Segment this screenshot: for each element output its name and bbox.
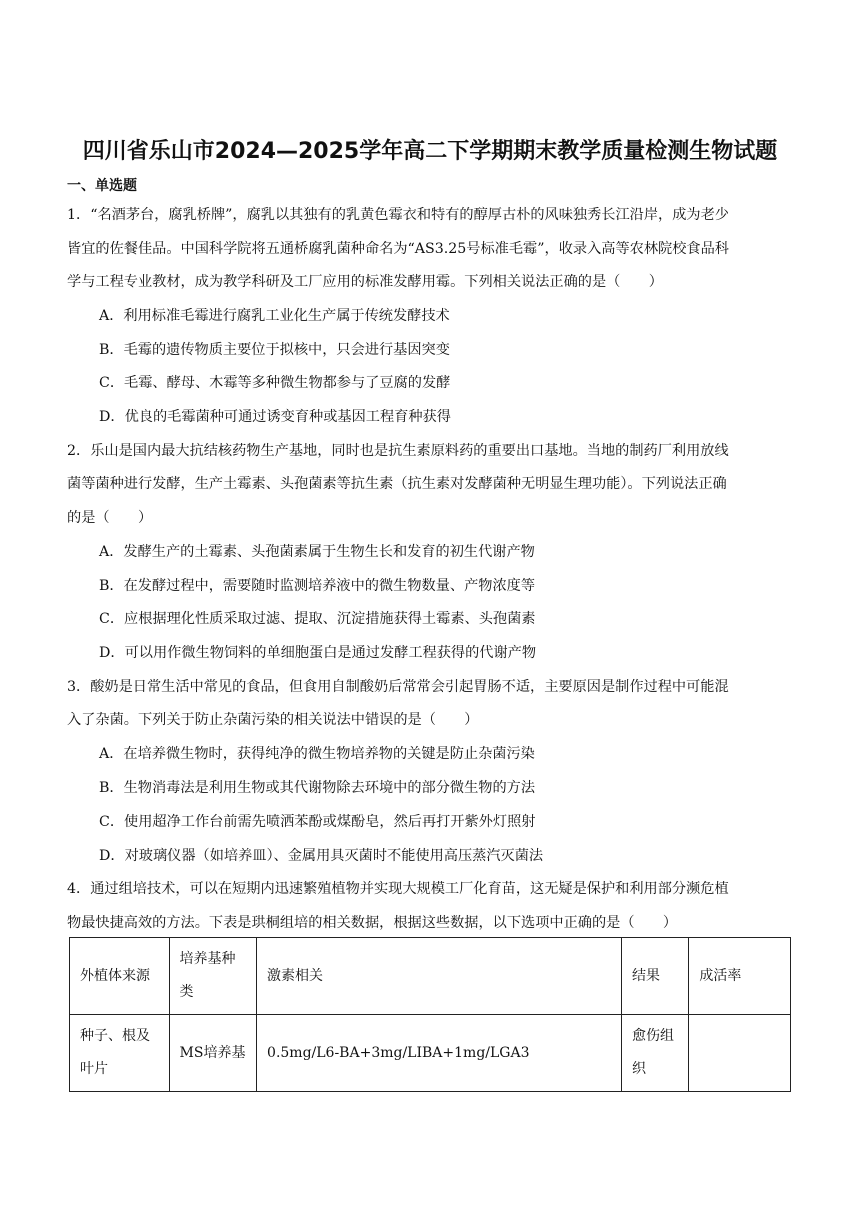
question-3-option-a: A．在培养微生物时，获得纯净的微生物培养物的关键是防止杂菌污染 — [99, 746, 535, 762]
question-4-line-1: 4．通过组培技术，可以在短期内迅速繁殖植物并实现大规模工厂化育苗，这无疑是保护和利用部分濒危植 — [67, 881, 729, 897]
table-header-cell: 培养基种类 — [169, 938, 256, 1015]
table-header-cell: 外植体来源 — [70, 938, 170, 1015]
question-2-option-b: B．在发酵过程中，需要随时监测培养液中的微生物数量、产物浓度等 — [99, 578, 536, 594]
table-header-cell: 成活率 — [689, 938, 791, 1015]
question-3-line-1: 3．酸奶是日常生活中常见的食品，但食用自制酸奶后常常会引起胃肠不适，主要原因是制作过程中可能混 — [67, 679, 729, 695]
question-3-option-c: C．使用超净工作台前需先喷洒苯酚或煤酚皂，然后再打开紫外灯照射 — [99, 814, 536, 830]
data-table — [69, 937, 791, 1092]
question-1-option-b: B．毛霉的遗传物质主要位于拟核中，只会进行基因突变 — [99, 342, 450, 358]
question-1-option-a: A．利用标准毛霉进行腐乳工业化生产属于传统发酵技术 — [99, 308, 450, 324]
table-cell: 0.5mg/L6-BA+3mg/LIBA+1mg/LGA3 — [257, 1015, 622, 1092]
table-row — [70, 1015, 791, 1092]
table-header-cell: 结果 — [622, 938, 689, 1015]
table-header-row — [70, 938, 791, 1015]
question-2-line-1: 2．乐山是国内最大抗结核药物生产基地，同时也是抗生素原料药的重要出口基地。当地的制药厂利用放线 — [67, 443, 729, 459]
question-2-line-3: 的是（ ） — [67, 510, 153, 526]
question-1-line-2: 皆宜的佐餐佳品。中国科学院将五通桥腐乳菌种命名为“AS3.25号标准毛霉”，收录入高等农林院校食品科 — [67, 241, 729, 257]
table-header-cell: 激素相关 — [257, 938, 622, 1015]
table-cell: 愈伤组织 — [622, 1015, 689, 1092]
table-cell: 种子、根及叶片 — [70, 1015, 170, 1092]
question-2-option-c: C．应根据理化性质采取过滤、提取、沉淀措施获得土霉素、头孢菌素 — [99, 611, 536, 627]
question-1-option-c: C．毛霉、酵母、木霉等多种微生物都参与了豆腐的发酵 — [99, 375, 451, 391]
section-heading: 一、单选题 — [67, 178, 137, 194]
page-title: 四川省乐山市2024—2025学年高二下学期期末教学质量检测生物试题 — [82, 139, 778, 164]
question-2-option-d: D．可以用作微生物饲料的单细胞蛋白是通过发酵工程获得的代谢产物 — [99, 645, 537, 661]
question-2-line-2: 菌等菌种进行发酵，生产土霉素、头孢菌素等抗生素（抗生素对发酵菌种无明显生理功能）。下列说法正确 — [67, 476, 727, 492]
question-4-line-2: 物最快捷高效的方法。下表是珙桐组培的相关数据，根据这些数据，以下选项中正确的是（ ） — [67, 915, 678, 931]
question-1-line-1: 1．“名酒茅台，腐乳桥牌”，腐乳以其独有的乳黄色霉衣和特有的醇厚古朴的风味独秀长江沿岸，成为老少 — [67, 207, 729, 223]
question-1-line-3: 学与工程专业教材，成为教学科研及工厂应用的标准发酵用霉。下列相关说法正确的是（ ） — [67, 274, 663, 290]
table-cell: MS培养基 — [169, 1015, 256, 1092]
table-cell — [689, 1015, 791, 1092]
question-3-option-b: B．生物消毒法是利用生物或其代谢物除去环境中的部分微生物的方法 — [99, 780, 536, 796]
question-2-option-a: A．发酵生产的土霉素、头孢菌素属于生物生长和发育的初生代谢产物 — [99, 544, 535, 560]
question-3-line-2: 入了杂菌。下列关于防止杂菌污染的相关说法中错误的是（ ） — [67, 712, 479, 728]
question-3-option-d: D．对玻璃仪器（如培养皿）、金属用具灭菌时不能使用高压蒸汽灭菌法 — [99, 848, 544, 864]
question-1-option-d: D．优良的毛霉菌种可通过诱变育种或基因工程育种获得 — [99, 409, 451, 425]
